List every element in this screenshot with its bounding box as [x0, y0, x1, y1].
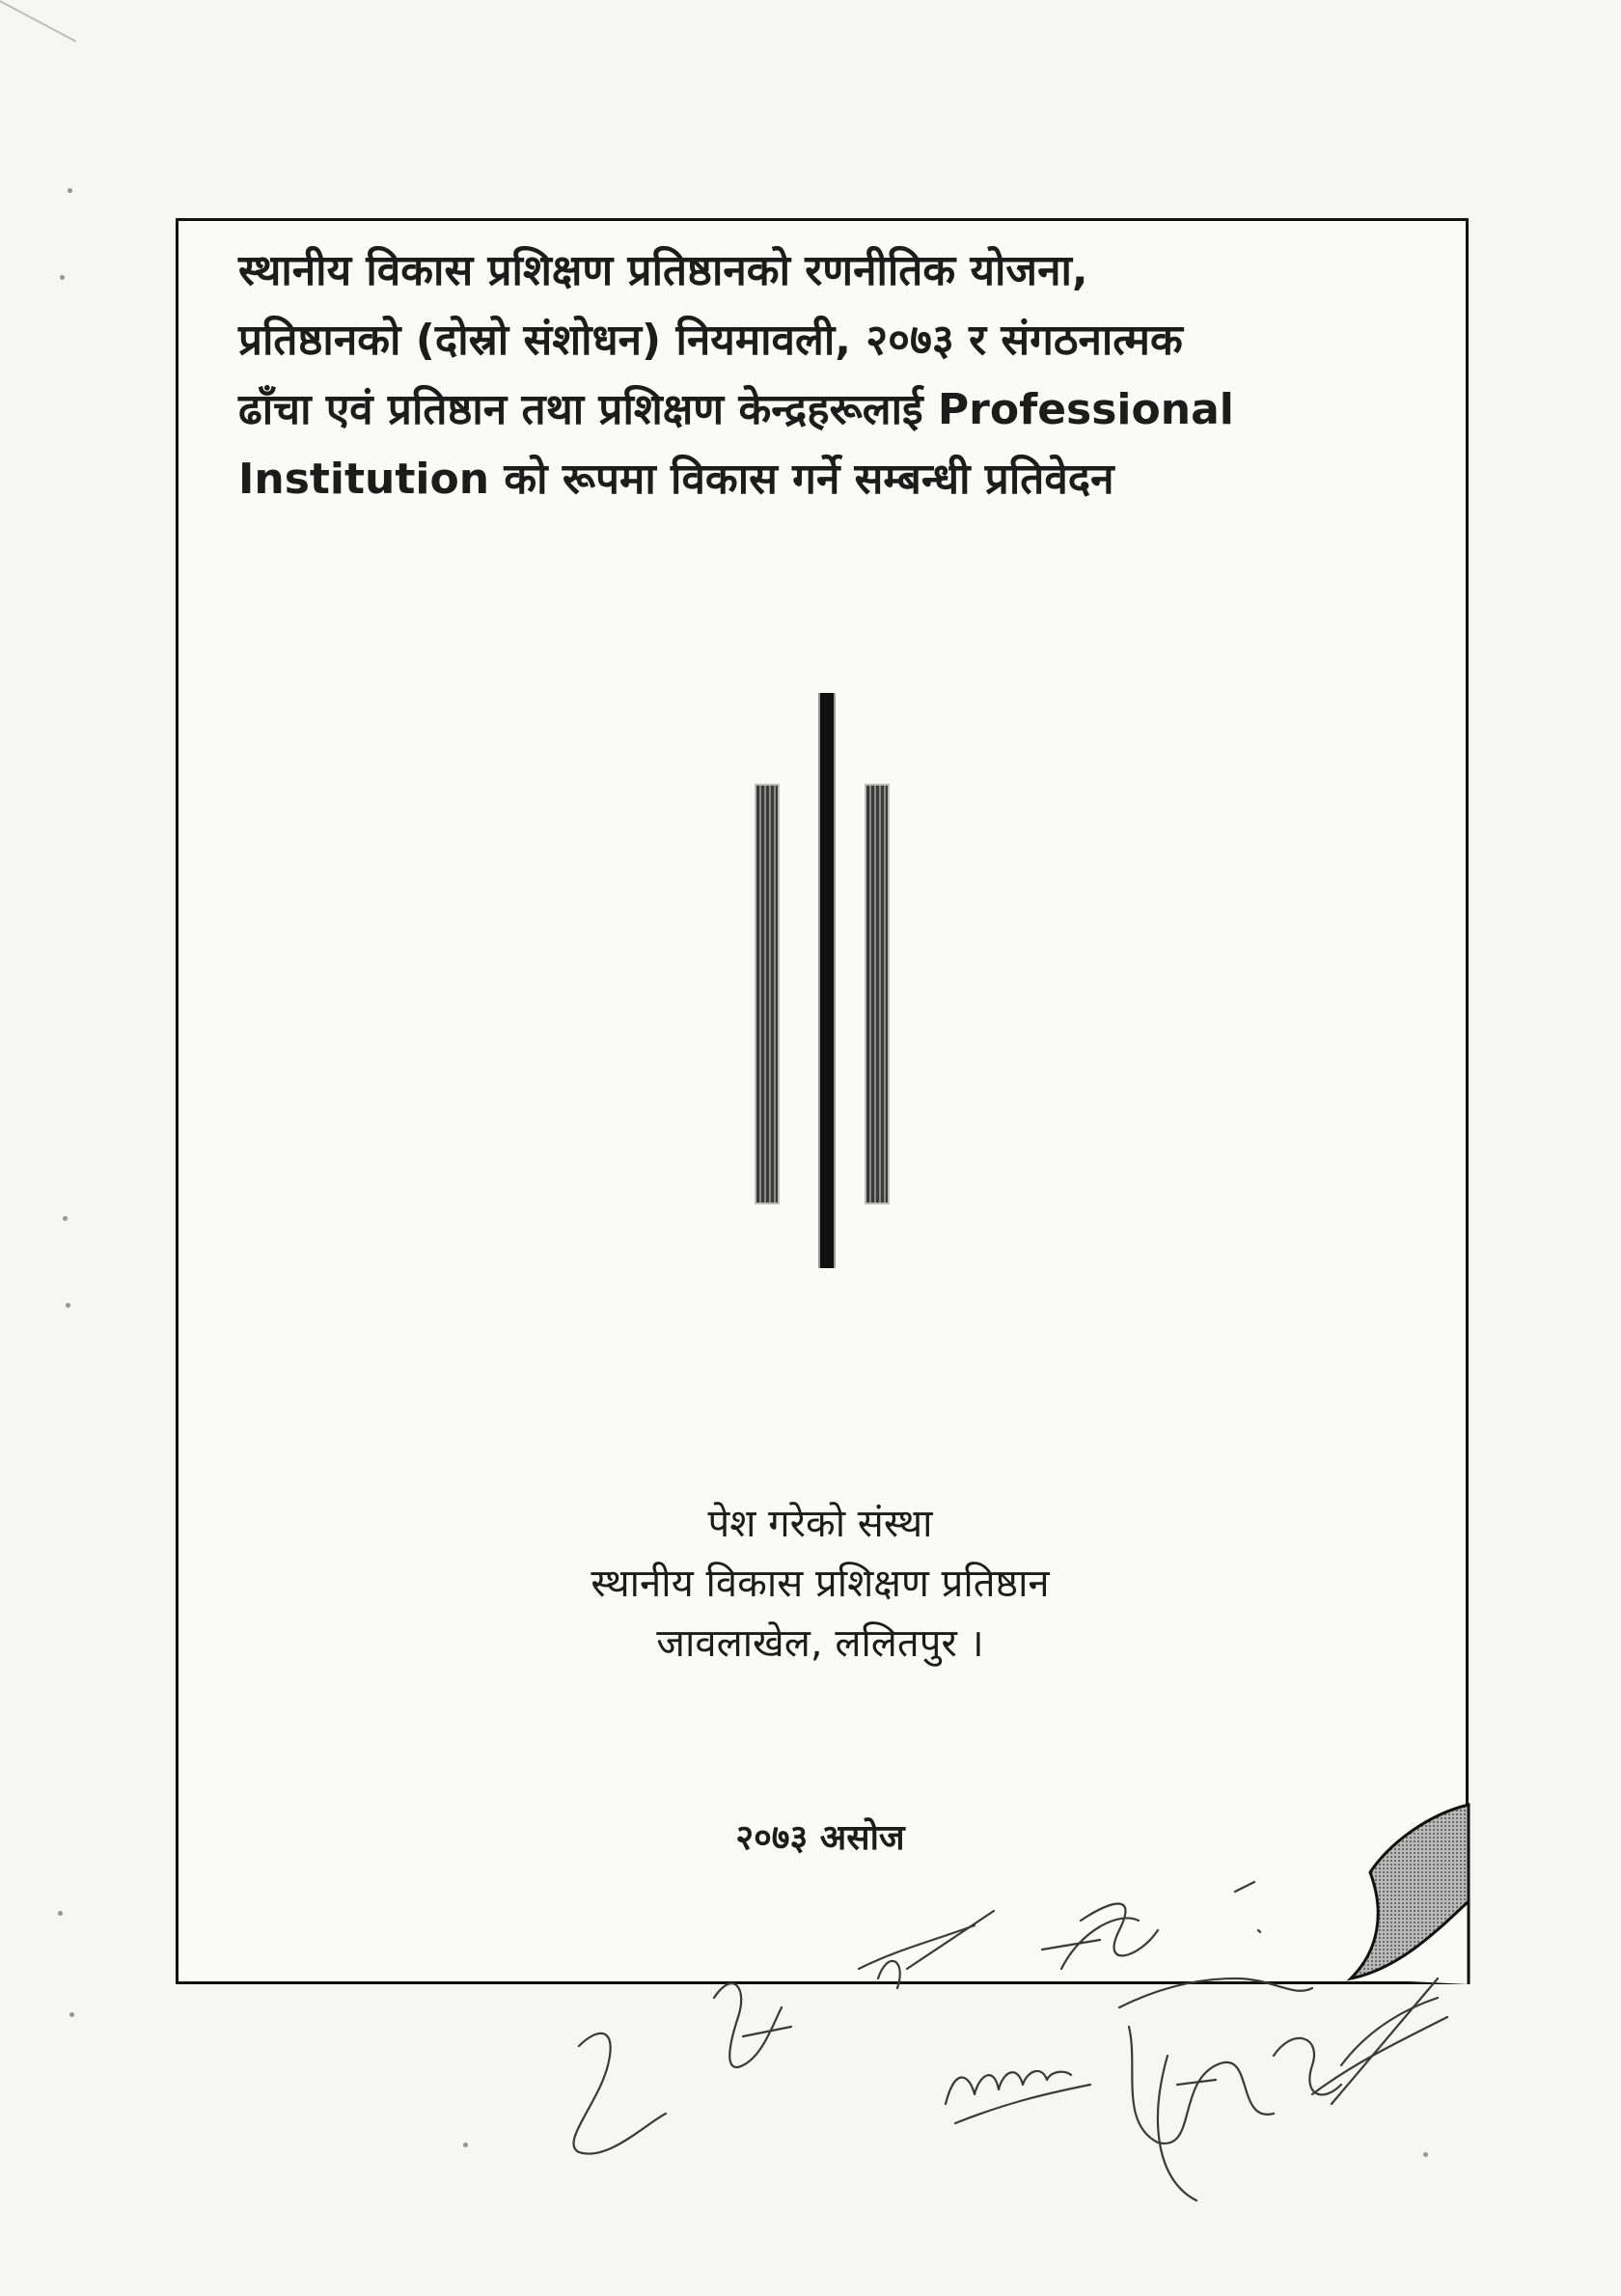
submitter-organization: स्थानीय विकास प्रशिक्षण प्रतिष्ठान [591, 1562, 1050, 1606]
scan-speck [68, 188, 72, 193]
scan-speck [60, 275, 65, 280]
scan-speck [58, 1911, 63, 1916]
decorative-bar-right [865, 784, 890, 1204]
document-date: २०७३ असोज [735, 1818, 905, 1858]
title-line: Institution को रूपमा विकास गर्ने सम्बन्धी प्रतिवेदन [238, 455, 1114, 504]
decorative-bar-center [818, 693, 836, 1268]
title-line: ढाँचा एवं प्रतिष्ठान तथा प्रशिक्षण केन्द्रहरूलाई Professional [238, 385, 1234, 434]
scan-speck [69, 2012, 74, 2017]
decorative-bar-left [755, 784, 780, 1204]
scan-corner-mark [0, 0, 76, 111]
submitter-address: जावलाखेल, ललितपुर । [656, 1621, 984, 1666]
scan-speck [66, 1303, 70, 1308]
scan-speck [63, 1216, 68, 1221]
handwritten-signatures [540, 1834, 1467, 2239]
title-line: स्थानीय विकास प्रशिक्षण प्रतिष्ठानको रणनीतिक योजना, [238, 246, 1088, 295]
scan-speck [463, 2143, 468, 2147]
document-title [238, 236, 1425, 514]
title-line: प्रतिष्ठानको (दोस्रो संशोधन) नियमावली, २०७३ र संगठनात्मक [238, 316, 1183, 365]
submitter-label: पेश गरेको संस्था [707, 1502, 933, 1546]
decorative-bars [743, 687, 907, 1276]
submitter-block [386, 1494, 1254, 1674]
